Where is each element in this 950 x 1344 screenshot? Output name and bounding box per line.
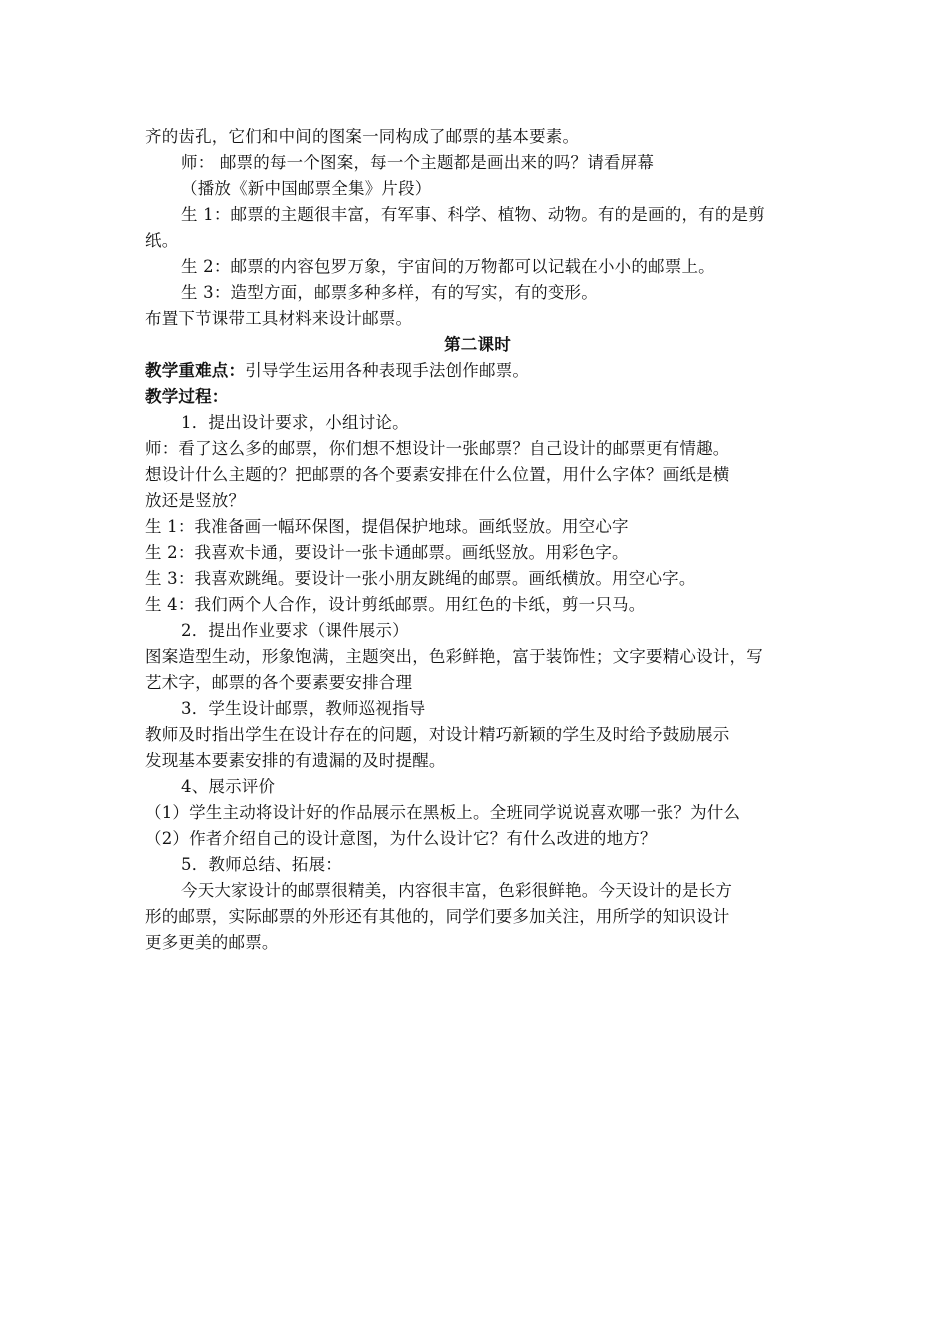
text-line: 想设计什么主题的？把邮票的各个要素安排在什么位置，用什么字体？画纸是横 [145, 465, 730, 484]
key-point-line [145, 358, 810, 384]
text-line: （1）学生主动将设计好的作品展示在黑板上。全班同学说说喜欢哪一张？为什么 [145, 803, 741, 822]
process-label: 教学过程： [145, 387, 229, 406]
text-line: 2．提出作业要求（课件展示） [181, 621, 409, 640]
text-line: 布置下节课带工具材料来设计邮票。 [145, 309, 413, 328]
text-line: 5．教师总结、拓展： [181, 855, 342, 874]
text-line: 放还是竖放？ [145, 491, 246, 510]
text-line: 艺术字，邮票的各个要素要安排合理 [145, 673, 413, 692]
text-line: 更多更美的邮票。 [145, 933, 279, 952]
text-line: 发现基本要素安排的有遗漏的及时提醒。 [145, 751, 446, 770]
text-line: 师：看了这么多的邮票，你们想不想设计一张邮票？自己设计的邮票更有情趣。 [145, 439, 730, 458]
text-line: 生 3：我喜欢跳绳。要设计一张小朋友跳绳的邮票。画纸横放。用空心字。 [145, 569, 696, 588]
text-line: （2）作者介绍自己的设计意图，为什么设计它？有什么改进的地方？ [145, 829, 657, 848]
text-line: 生 4：我们两个人合作，设计剪纸邮票。用红色的卡纸，剪一只马。 [145, 595, 646, 614]
text-line: 生 1：我准备画一幅环保图，提倡保护地球。画纸竖放。用空心字 [145, 517, 629, 536]
text-line: 生 1：邮票的主题很丰富，有军事、科学、植物、动物。有的是画的，有的是剪 [181, 205, 765, 224]
document-page [145, 124, 810, 956]
text-line: 4、展示评价 [181, 777, 276, 796]
text-line: 纸。 [145, 231, 179, 250]
text-line: 1．提出设计要求，小组讨论。 [181, 413, 409, 432]
key-point-label: 教学重难点： [145, 361, 246, 380]
text-line: 教师及时指出学生在设计存在的问题，对设计精巧新颖的学生及时给予鼓励展示 [145, 725, 730, 744]
text-line: 形的邮票，实际邮票的外形还有其他的，同学们要多加关注，用所学的知识设计 [145, 907, 730, 926]
text-line: 3．学生设计邮票，教师巡视指导 [181, 699, 426, 718]
key-point-text: 引导学生运用各种表现手法创作邮票。 [245, 361, 530, 380]
text-line: 生 2：我喜欢卡通，要设计一张卡通邮票。画纸竖放。用彩色字。 [145, 543, 629, 562]
text-line: 生 2：邮票的内容包罗万象，宇宙间的万物都可以记载在小小的邮票上。 [181, 257, 715, 276]
lesson-title: 第二课时 [444, 335, 511, 354]
text-line: 生 3：造型方面，邮票多种多样，有的写实，有的变形。 [181, 283, 598, 302]
text-line: 今天大家设计的邮票很精美，内容很丰富，色彩很鲜艳。今天设计的是长方 [181, 881, 733, 900]
text-line: 图案造型生动，形象饱满，主题突出，色彩鲜艳，富于装饰性；文字要精心设计，写 [145, 647, 763, 666]
text-line: 师： 邮票的每一个图案，每一个主题都是画出来的吗？请看屏幕 [181, 153, 655, 172]
text-line: 齐的齿孔，它们和中间的图案一同构成了邮票的基本要素。 [145, 127, 580, 146]
text-line: （播放《新中国邮票全集》片段） [181, 179, 432, 198]
